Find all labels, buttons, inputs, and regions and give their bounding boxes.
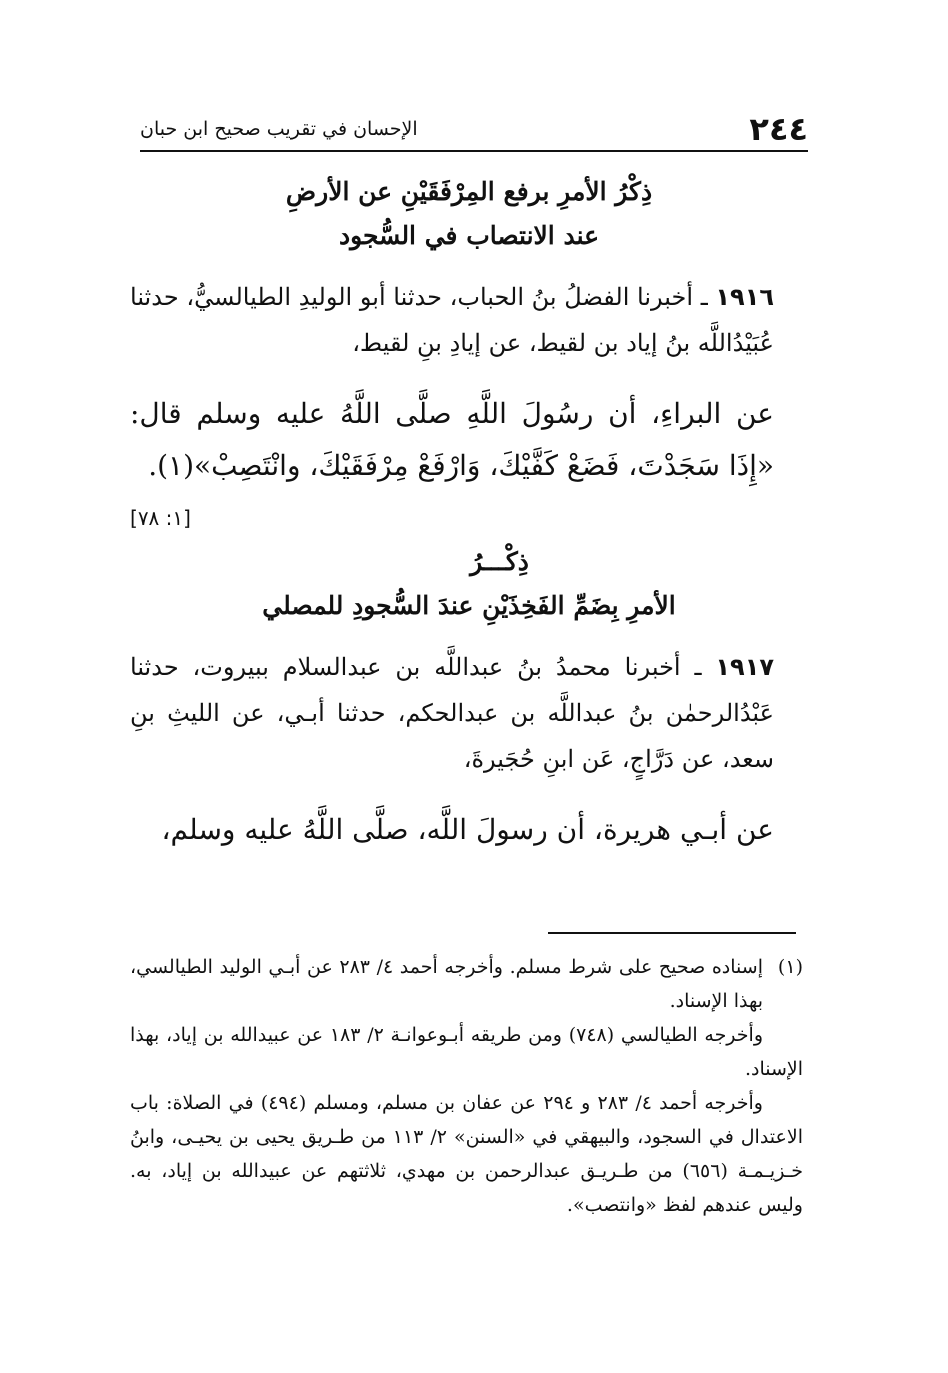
hadith-isnad-text-1917: ـ أخبرنا محمدُ بنُ عبداللَّه بن عبدالسلام ببيروت، حدثنا عَبْدُالرحمٰن بنُ عبداللَّه بن عبدالحكم، حدثنا أبـي، عن الليثِ بنِ سعد، عن دَرَّاجٍ، عَن ابنِ حُجَيرةَ، bbox=[130, 653, 774, 773]
chapter-subheading-1: عند الانتصاب في السُّجود bbox=[338, 221, 600, 250]
chapter-subheading-2: الأمرِ بِضَمِّ الفَخِذَيْنِ عندَ السُّجودِ للمصلي bbox=[262, 591, 676, 620]
page-header bbox=[140, 110, 808, 152]
hadith-matn-text-1916: عن البراءِ، أن رسُولَ اللَّهِ صلَّى اللَّهُ عليه وسلم قال: «إِذَا سَجَدْتَ، فَضَعْ كَفَّيْكَ، وَارْفَعْ مِرْفَقَيْكَ، وانْتَصِبْ»(١). bbox=[130, 397, 774, 482]
hadith-isnad-1916 bbox=[130, 274, 808, 366]
page-number: ٢٤٤ bbox=[749, 110, 808, 148]
footnote-1-para-3: وأخرجه أحمد ٤/ ٢٨٣ و ٢٩٤ عن عفان بن مسلم، ومسلم (٤٩٤) في الصلاة: باب الاعتدال في السجود، والبيهقي في «السنن» ٢/ ١١٣ من طـريق يحيى بن يحيـى، وابنُ خـزيـمـة (٦٥٦) من طـريـق عبدالرحمن بن مهدي، ثلاثتهم عن عبيدالله بن إياد، به. وليس عندهم لفظ «وانتصب». bbox=[130, 1092, 804, 1216]
running-title: الإحسان في تقريب صحيح ابن حبان bbox=[140, 118, 418, 140]
footnote-marker: (١) bbox=[777, 956, 803, 978]
hadith-matn-1917: عن أبـي هريرة، أن رسولَ اللَّه، صلَّى اللَّهُ عليه وسلم، bbox=[161, 813, 774, 846]
chapter-heading-1: ذِكْرُ الأمرِ برفع المِرْفَقَيْنِ عن الأرضِ bbox=[285, 177, 653, 206]
hadith-number-1916: ١٩١٦ bbox=[715, 283, 774, 311]
footnote-1-para-2: وأخرجه الطيالسي (٧٤٨) ومن طريقه أبـوعوانـة ٢/ ١٨٣ عن عبيدالله بن إياد، بهذا الإسناد. bbox=[130, 1024, 803, 1080]
volume-reference: [١: ٧٨] bbox=[130, 506, 191, 530]
footnote-1-text: إسناده صحيح على شرط مسلم. وأخرجه أحمد ٤/ ٢٨٣ عن أبـي الوليد الطيالسي، بهذا الإسناد. bbox=[130, 956, 763, 1012]
footnote-1 bbox=[130, 950, 803, 1018]
hadith-number-1917: ١٩١٧ bbox=[715, 653, 774, 681]
footnote-divider bbox=[548, 932, 796, 934]
footnotes bbox=[130, 950, 803, 1222]
main-text bbox=[130, 170, 808, 856]
hadith-isnad-text-1916: ـ أخبرنا الفضلُ بنُ الحباب، حدثنا أبو الوليدِ الطيالسيُّ، حدثنا عُبَيْدُاللَّه بنُ إياد بن لقيط، عن إيادِ بنِ لقيط، bbox=[130, 283, 774, 357]
chapter-heading-2: ذِكْـــرُ bbox=[470, 547, 529, 576]
hadith-isnad-1917 bbox=[130, 644, 808, 782]
hadith-matn-1916 bbox=[130, 388, 808, 530]
